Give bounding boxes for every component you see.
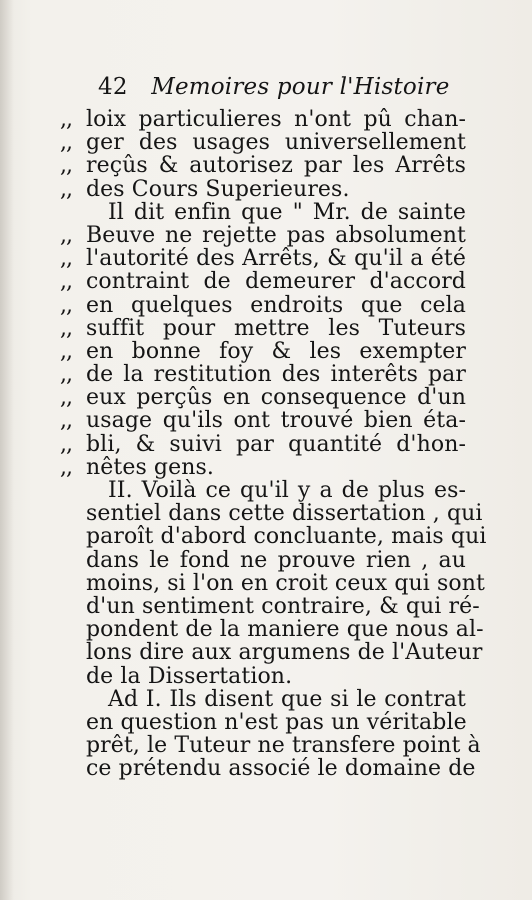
text-line: ,, contraint de demeurer d'accord	[60, 269, 466, 295]
text-line: ,, eux perçûs en consequence d'un	[60, 385, 466, 411]
text-line: ,, reçûs & autorisez par les Arrêts	[60, 153, 466, 179]
page-number: 42	[98, 74, 128, 100]
text-line: de la Dissertation.	[86, 663, 293, 689]
quote-mark: ,,	[60, 408, 72, 434]
text-line: d'un sentiment contraire, & qui ré-	[86, 593, 480, 619]
running-title: Memoires pour l'Histoire	[151, 74, 450, 100]
text-line: ,, en bonne foy & les exempter	[60, 338, 466, 364]
text-line: ,, de la restitution des interêts par	[60, 362, 466, 388]
body-text	[60, 107, 487, 782]
text-line: sentiel dans cette dissertation , qui	[86, 501, 483, 527]
quote-mark: ,,	[60, 315, 72, 341]
text-line: II. Voilà ce qu'il y a de plus es-	[108, 478, 466, 503]
quote-mark: ,,	[60, 385, 72, 411]
text-line: ,, bli, & suivi par quantité d'hon-	[60, 431, 466, 457]
quote-mark: ,,	[60, 153, 72, 179]
quote-mark: ,,	[60, 338, 72, 364]
text-line: dans le fond ne prouve rien , au	[86, 547, 466, 573]
text-line: paroît d'abord concluante, mais qui	[86, 524, 487, 550]
text-line: en question n'est pas un véritable	[86, 709, 467, 735]
text-line: ,, ger des usages universellement	[60, 130, 466, 156]
quote-mark: ,,	[60, 107, 72, 132]
text-line: ,, loix particulieres n'ont pû chan-	[60, 107, 466, 132]
quote-mark: ,,	[60, 130, 72, 156]
text-line: ,, usage qu'ils ont trouvé bien éta-	[60, 408, 466, 434]
quote-mark: ,,	[60, 269, 72, 295]
text-line: ,, Beuve ne rejette pas absolument	[60, 222, 466, 248]
page-gutter-shadow	[0, 0, 14, 900]
running-header	[98, 74, 450, 100]
quote-mark: ,,	[60, 431, 72, 457]
quote-mark: ,,	[60, 454, 72, 480]
text-line: ce prétendu associé le domaine de	[86, 756, 476, 782]
text-line: Il dit enfin que " Mr. de sainte	[108, 199, 466, 225]
quote-mark: ,,	[60, 362, 72, 388]
text-line: ,, en quelques endroits que cela	[60, 292, 466, 318]
quote-mark: ,,	[60, 176, 72, 202]
quote-mark: ,,	[60, 246, 72, 272]
quote-mark: ,,	[60, 292, 72, 318]
text-line: Ad I. Ils disent que si le contrat	[108, 686, 466, 712]
text-line: moins, si l'on en croit ceux qui sont	[86, 570, 485, 596]
text-line: pondent de la maniere que nous al-	[86, 617, 484, 643]
text-line: prêt, le Tuteur ne transfere point à	[86, 733, 481, 759]
text-line: ,, suffit pour mettre les Tuteurs	[60, 315, 466, 341]
text-line: ,, des Cours Superieures.	[60, 176, 350, 202]
quote-mark: ,,	[60, 222, 72, 248]
text-line: lons dire aux argumens de l'Auteur	[86, 640, 483, 666]
text-line: ,, nêtes gens.	[60, 454, 214, 480]
text-line: ,, l'autorité des Arrêts, & qu'il a été	[60, 246, 466, 272]
